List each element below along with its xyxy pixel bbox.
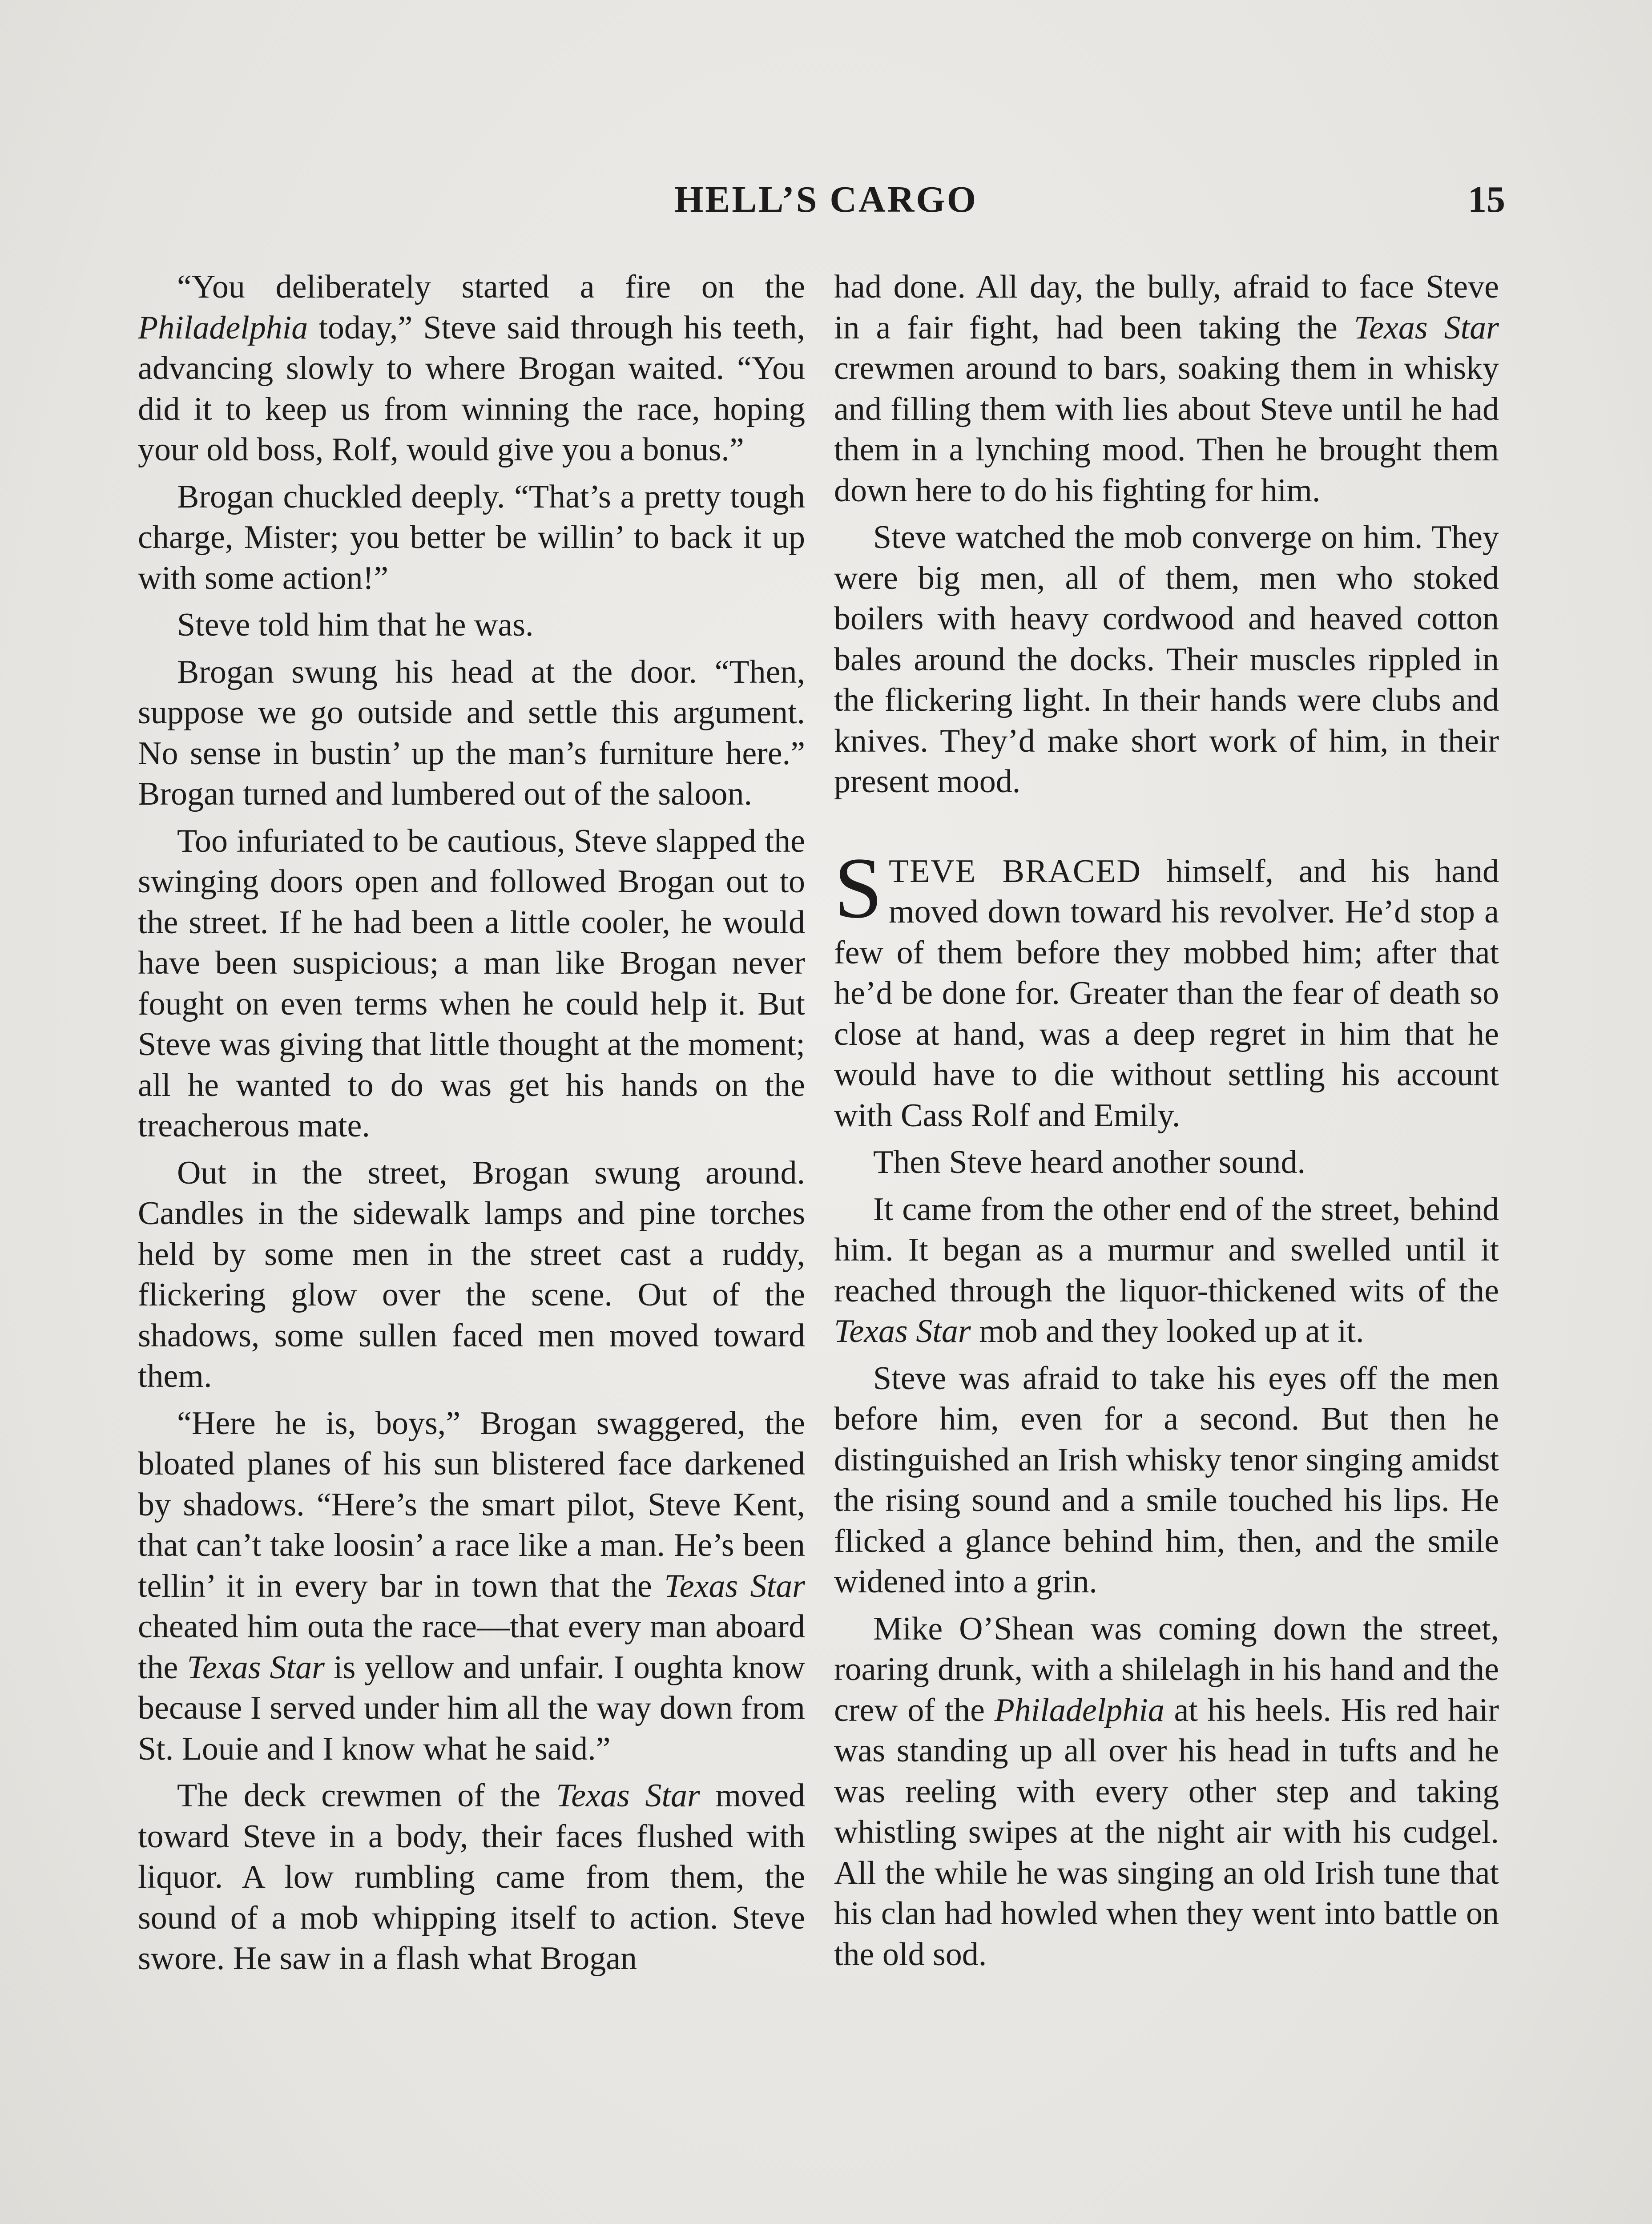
- paragraph: “Here he is, boys,” Brogan swaggered, the bloated planes of his sun blistered face darkened by shadows. “Here’s the smart pilot, Steve Kent, that can’t take loosin’ a race like a man. He’s been tellin’ it in every bar in town that the Texas Star cheated him outa the race—that every man aboard the Texas Star is yellow and unfair. I oughta know because I served under him all the way down from St. Louie and I know what he said.”: [138, 1405, 805, 1767]
- left-column: [138, 267, 805, 2224]
- page-number: 15: [1468, 179, 1505, 220]
- running-title: HELL’S CARGO: [674, 179, 978, 220]
- paragraph: Brogan chuckled deeply. “That’s a pretty tough charge, Mister; you better be willin’ to back it up with some action!”: [138, 478, 805, 596]
- section-opening-paragraph: STEVE BRACED himself, and his hand moved down toward his revolver. He’d stop a few of them before they mobbed him; after that he’d be done for. Greater than the fear of death so close at hand, was a deep regret in him that he would have to die without settling his account with Cass Rolf and Emily.: [834, 839, 1499, 1134]
- paragraph: Brogan swung his head at the door. “Then, suppose we go outside and settle this argument. No sense in bustin’ up the man’s furniture here.” Brogan turned and lumbered out of the saloon.: [138, 653, 805, 812]
- paragraph: Steve watched the mob converge on him. They were big men, all of them, men who stoked boilers with heavy cordwood and heaved cotton bales around the docks. Their muscles rippled in the flickering light. In their hands were clubs and knives. They’d make short work of him, in their present mood.: [834, 519, 1499, 800]
- paragraph: Too infuriated to be cautious, Steve slapped the swinging doors open and followed Brogan out to the street. If he had been a little cooler, he would have been suspicious; a man like Brogan never fought on even terms when he could help it. But Steve was giving that little thought at the moment; all he wanted to do was get his hands on the treacherous mate.: [138, 822, 805, 1144]
- paragraph: Out in the street, Brogan swung around. Candles in the sidewalk lamps and pine torches held by some men in the street cast a ruddy, flickering glow over the scene. Out of the shadows, some sullen faced men moved toward them.: [138, 1154, 805, 1394]
- drop-cap: S: [834, 839, 883, 936]
- paragraph: Mike O’Shean was coming down the street, roaring drunk, with a shilelagh in his hand and the crew of the Philadelphia at his heels. His red hair was standing up all over his head in tufts and he was reeling with every other step and taking whistling swipes at the night air with his cudgel. All the while he was singing an old Irish tune that his clan had howled when they went into battle on the old sod.: [834, 1610, 1499, 1973]
- right-column: [834, 267, 1499, 2224]
- paragraph: Steve told him that he was.: [177, 607, 534, 643]
- running-head: [0, 178, 1652, 231]
- paragraph: “You deliberately started a fire on the Philadelphia today,” Steve said through his teeth, advancing slowly to where Brogan waited. “You did it to keep us from winning the race, hoping your old boss, Rolf, would give you a bonus.”: [138, 269, 805, 468]
- paragraph: had done. All day, the bully, afraid to face Steve in a fair fight, had been taking the Texas Star crewmen around to bars, soaking them in whisky and filling them with lies about Steve until he had them in a lynching mood. Then he brought them down here to do his fighting for him.: [834, 269, 1499, 509]
- paragraph: It came from the other end of the street, behind him. It began as a murmur and swelled until it reached through the liquor-thickened wits of the Texas Star mob and they looked up at it.: [834, 1191, 1499, 1350]
- paragraph: Then Steve heard another sound.: [873, 1144, 1305, 1180]
- paragraph: The deck crewmen of the Texas Star moved toward Steve in a body, their faces flushed with liquor. A low rumbling came from them, the sound of a mob whipping itself to action. Steve swore. He saw in a flash what Brogan: [138, 1777, 805, 1977]
- paragraph: Steve was afraid to take his eyes off the men before him, even for a second. But then he distinguished an Irish whisky tenor singing amidst the rising sound and a smile touched his lips. He flicked a glance behind him, then, and the smile widened into a grin.: [834, 1360, 1499, 1600]
